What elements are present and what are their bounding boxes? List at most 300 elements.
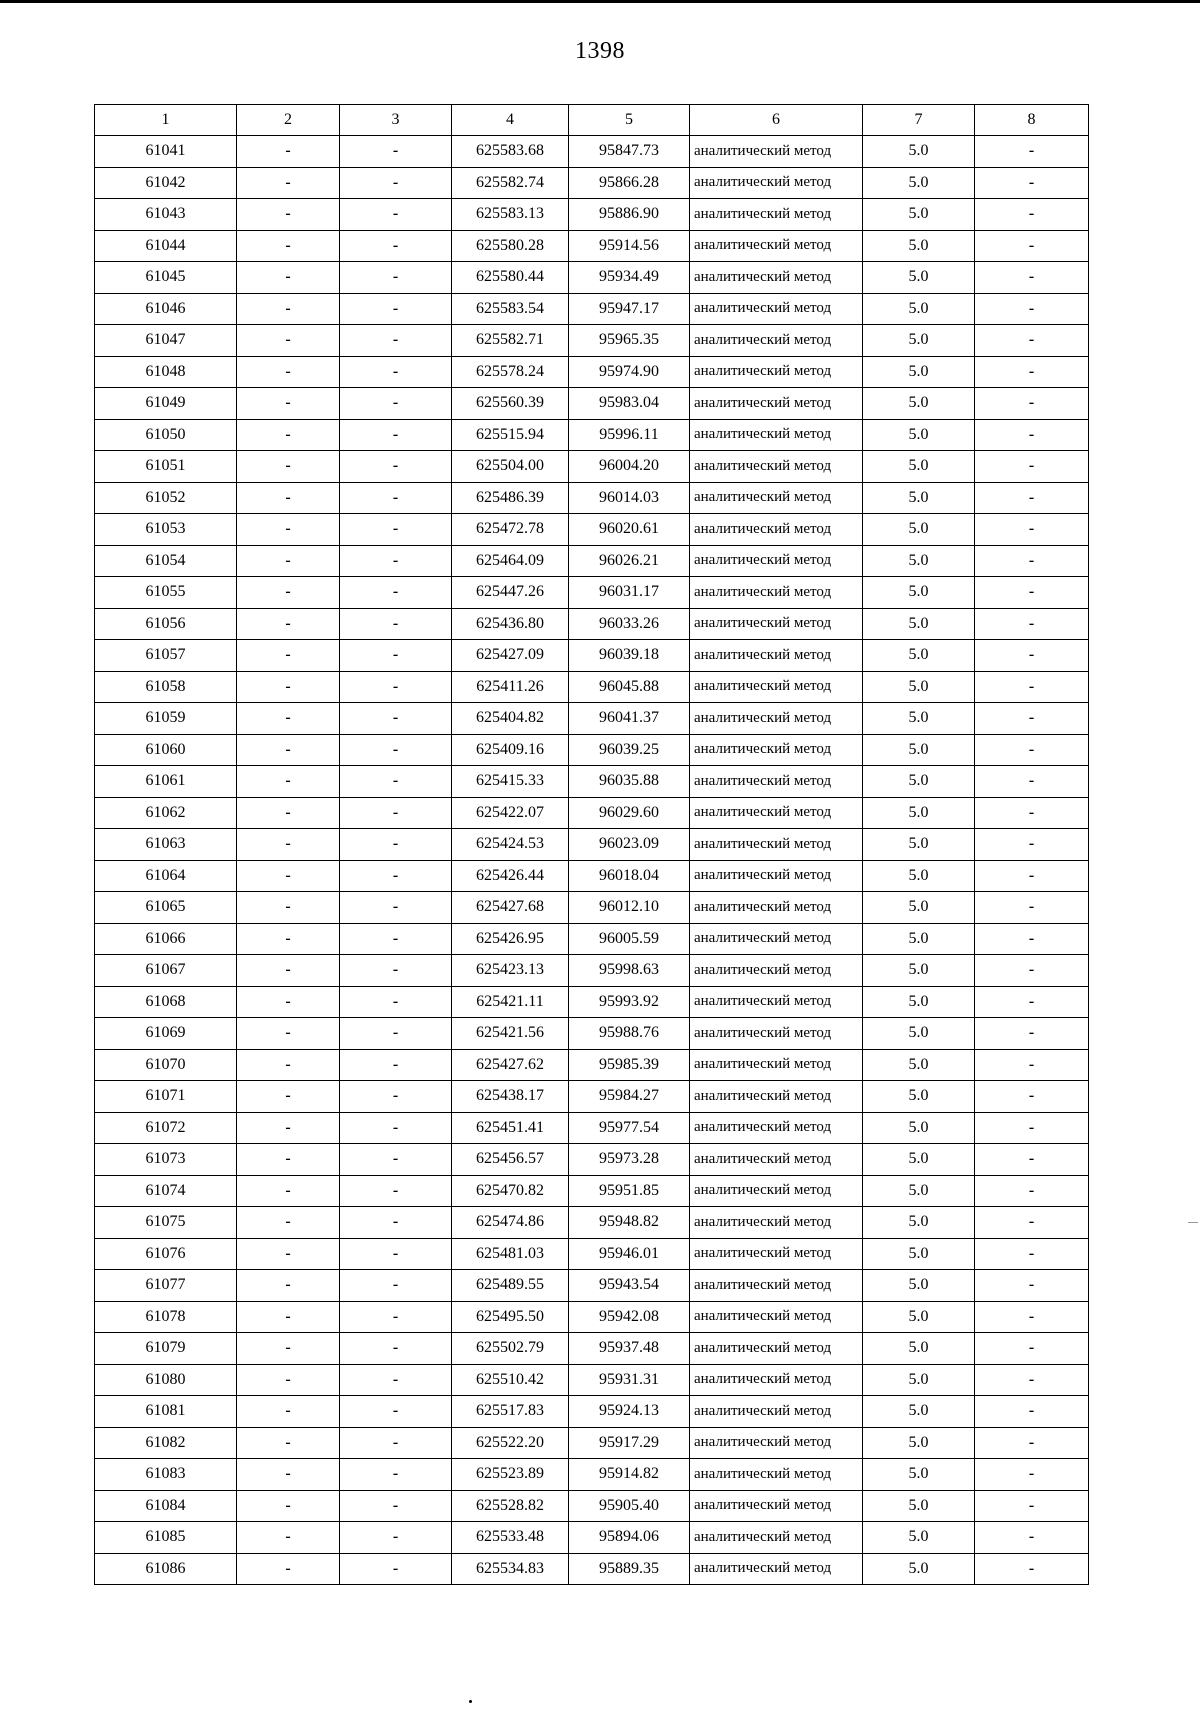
y-coordinate-cell: 96020.61 <box>569 514 690 546</box>
accuracy-cell: 5.0 <box>863 923 975 955</box>
col-2-value-cell: - <box>237 293 340 325</box>
accuracy-cell: 5.0 <box>863 199 975 231</box>
table-row <box>95 356 1089 388</box>
col-2-value-cell: - <box>237 860 340 892</box>
method-cell: аналитический метод <box>690 1522 863 1554</box>
accuracy-cell: 5.0 <box>863 451 975 483</box>
y-coordinate-cell: 95998.63 <box>569 955 690 987</box>
table-row <box>95 1301 1089 1333</box>
y-coordinate-cell: 96026.21 <box>569 545 690 577</box>
table-row <box>95 325 1089 357</box>
col-2-value-cell: - <box>237 671 340 703</box>
table-row <box>95 892 1089 924</box>
method-cell: аналитический метод <box>690 608 863 640</box>
y-coordinate-cell: 96045.88 <box>569 671 690 703</box>
y-coordinate-cell: 95973.28 <box>569 1144 690 1176</box>
x-coordinate-cell: 625528.82 <box>452 1490 569 1522</box>
method-cell: аналитический метод <box>690 1396 863 1428</box>
x-coordinate-cell: 625582.74 <box>452 167 569 199</box>
col-3-value-cell: - <box>340 419 452 451</box>
col-2-value-cell: - <box>237 640 340 672</box>
method-cell: аналитический метод <box>690 1238 863 1270</box>
y-coordinate-cell: 95993.92 <box>569 986 690 1018</box>
table-row <box>95 199 1089 231</box>
table-row <box>95 766 1089 798</box>
y-coordinate-cell: 95889.35 <box>569 1553 690 1585</box>
col-2-value-cell: - <box>237 167 340 199</box>
col-3-value-cell: - <box>340 1144 452 1176</box>
column-header: 5 <box>569 105 690 136</box>
y-coordinate-cell: 95988.76 <box>569 1018 690 1050</box>
x-coordinate-cell: 625447.26 <box>452 577 569 609</box>
point-number-cell: 61042 <box>95 167 237 199</box>
point-number-cell: 61072 <box>95 1112 237 1144</box>
page-number: 1398 <box>575 38 625 64</box>
method-cell: аналитический метод <box>690 797 863 829</box>
col-3-value-cell: - <box>340 1553 452 1585</box>
col-3-value-cell: - <box>340 671 452 703</box>
y-coordinate-cell: 95866.28 <box>569 167 690 199</box>
table-row <box>95 577 1089 609</box>
col-8-value-cell: - <box>975 545 1089 577</box>
col-2-value-cell: - <box>237 797 340 829</box>
point-number-cell: 61065 <box>95 892 237 924</box>
x-coordinate-cell: 625504.00 <box>452 451 569 483</box>
x-coordinate-cell: 625560.39 <box>452 388 569 420</box>
col-2-value-cell: - <box>237 892 340 924</box>
col-2-value-cell: - <box>237 388 340 420</box>
accuracy-cell: 5.0 <box>863 1049 975 1081</box>
point-number-cell: 61079 <box>95 1333 237 1365</box>
accuracy-cell: 5.0 <box>863 860 975 892</box>
method-cell: аналитический метод <box>690 892 863 924</box>
col-2-value-cell: - <box>237 829 340 861</box>
y-coordinate-cell: 95965.35 <box>569 325 690 357</box>
x-coordinate-cell: 625424.53 <box>452 829 569 861</box>
col-3-value-cell: - <box>340 1301 452 1333</box>
x-coordinate-cell: 625472.78 <box>452 514 569 546</box>
col-8-value-cell: - <box>975 482 1089 514</box>
x-coordinate-cell: 625578.24 <box>452 356 569 388</box>
x-coordinate-cell: 625486.39 <box>452 482 569 514</box>
table-row <box>95 1553 1089 1585</box>
y-coordinate-cell: 95914.82 <box>569 1459 690 1491</box>
x-coordinate-cell: 625426.44 <box>452 860 569 892</box>
method-cell: аналитический метод <box>690 356 863 388</box>
x-coordinate-cell: 625404.82 <box>452 703 569 735</box>
point-number-cell: 61043 <box>95 199 237 231</box>
method-cell: аналитический метод <box>690 1553 863 1585</box>
x-coordinate-cell: 625423.13 <box>452 955 569 987</box>
x-coordinate-cell: 625510.42 <box>452 1364 569 1396</box>
col-3-value-cell: - <box>340 703 452 735</box>
table-row <box>95 262 1089 294</box>
method-cell: аналитический метод <box>690 482 863 514</box>
y-coordinate-cell: 95886.90 <box>569 199 690 231</box>
col-2-value-cell: - <box>237 1396 340 1428</box>
table-row <box>95 860 1089 892</box>
col-8-value-cell: - <box>975 1081 1089 1113</box>
method-cell: аналитический метод <box>690 1112 863 1144</box>
point-number-cell: 61056 <box>95 608 237 640</box>
column-header: 3 <box>340 105 452 136</box>
col-3-value-cell: - <box>340 230 452 262</box>
col-3-value-cell: - <box>340 577 452 609</box>
accuracy-cell: 5.0 <box>863 545 975 577</box>
y-coordinate-cell: 95905.40 <box>569 1490 690 1522</box>
method-cell: аналитический метод <box>690 1207 863 1239</box>
col-3-value-cell: - <box>340 1207 452 1239</box>
y-coordinate-cell: 95942.08 <box>569 1301 690 1333</box>
table-row <box>95 1049 1089 1081</box>
table-row <box>95 608 1089 640</box>
col-3-value-cell: - <box>340 293 452 325</box>
col-8-value-cell: - <box>975 419 1089 451</box>
accuracy-cell: 5.0 <box>863 325 975 357</box>
y-coordinate-cell: 95847.73 <box>569 136 690 168</box>
accuracy-cell: 5.0 <box>863 419 975 451</box>
col-2-value-cell: - <box>237 1018 340 1050</box>
method-cell: аналитический метод <box>690 199 863 231</box>
col-8-value-cell: - <box>975 1553 1089 1585</box>
table-row <box>95 1238 1089 1270</box>
point-number-cell: 61047 <box>95 325 237 357</box>
method-cell: аналитический метод <box>690 230 863 262</box>
col-3-value-cell: - <box>340 1175 452 1207</box>
col-3-value-cell: - <box>340 1270 452 1302</box>
method-cell: аналитический метод <box>690 1175 863 1207</box>
point-number-cell: 61081 <box>95 1396 237 1428</box>
table-row <box>95 1459 1089 1491</box>
point-number-cell: 61051 <box>95 451 237 483</box>
point-number-cell: 61086 <box>95 1553 237 1585</box>
col-8-value-cell: - <box>975 1490 1089 1522</box>
y-coordinate-cell: 96039.18 <box>569 640 690 672</box>
column-header: 2 <box>237 105 340 136</box>
point-number-cell: 61076 <box>95 1238 237 1270</box>
point-number-cell: 61075 <box>95 1207 237 1239</box>
table-row <box>95 703 1089 735</box>
col-8-value-cell: - <box>975 1522 1089 1554</box>
col-8-value-cell: - <box>975 1144 1089 1176</box>
col-8-value-cell: - <box>975 388 1089 420</box>
col-8-value-cell: - <box>975 1459 1089 1491</box>
scan-speck <box>469 1700 472 1703</box>
table-row <box>95 671 1089 703</box>
table-row <box>95 230 1089 262</box>
accuracy-cell: 5.0 <box>863 1301 975 1333</box>
table-row <box>95 545 1089 577</box>
col-2-value-cell: - <box>237 1081 340 1113</box>
col-8-value-cell: - <box>975 199 1089 231</box>
point-number-cell: 61058 <box>95 671 237 703</box>
accuracy-cell: 5.0 <box>863 1112 975 1144</box>
method-cell: аналитический метод <box>690 1270 863 1302</box>
table-row <box>95 419 1089 451</box>
col-3-value-cell: - <box>340 1081 452 1113</box>
col-2-value-cell: - <box>237 545 340 577</box>
point-number-cell: 61078 <box>95 1301 237 1333</box>
y-coordinate-cell: 96023.09 <box>569 829 690 861</box>
point-number-cell: 61057 <box>95 640 237 672</box>
method-cell: аналитический метод <box>690 1301 863 1333</box>
accuracy-cell: 5.0 <box>863 671 975 703</box>
x-coordinate-cell: 625470.82 <box>452 1175 569 1207</box>
col-3-value-cell: - <box>340 923 452 955</box>
col-3-value-cell: - <box>340 797 452 829</box>
method-cell: аналитический метод <box>690 671 863 703</box>
x-coordinate-cell: 625427.09 <box>452 640 569 672</box>
col-2-value-cell: - <box>237 230 340 262</box>
table-row <box>95 1144 1089 1176</box>
col-3-value-cell: - <box>340 766 452 798</box>
method-cell: аналитический метод <box>690 955 863 987</box>
y-coordinate-cell: 95894.06 <box>569 1522 690 1554</box>
col-2-value-cell: - <box>237 608 340 640</box>
y-coordinate-cell: 95931.31 <box>569 1364 690 1396</box>
accuracy-cell: 5.0 <box>863 136 975 168</box>
method-cell: аналитический метод <box>690 703 863 735</box>
col-3-value-cell: - <box>340 545 452 577</box>
col-2-value-cell: - <box>237 1112 340 1144</box>
col-3-value-cell: - <box>340 1364 452 1396</box>
accuracy-cell: 5.0 <box>863 293 975 325</box>
y-coordinate-cell: 95937.48 <box>569 1333 690 1365</box>
method-cell: аналитический метод <box>690 325 863 357</box>
x-coordinate-cell: 625427.62 <box>452 1049 569 1081</box>
col-8-value-cell: - <box>975 1301 1089 1333</box>
table-row <box>95 640 1089 672</box>
col-3-value-cell: - <box>340 388 452 420</box>
col-3-value-cell: - <box>340 167 452 199</box>
point-number-cell: 61077 <box>95 1270 237 1302</box>
col-8-value-cell: - <box>975 356 1089 388</box>
point-number-cell: 61068 <box>95 986 237 1018</box>
table-row <box>95 1396 1089 1428</box>
accuracy-cell: 5.0 <box>863 1238 975 1270</box>
col-8-value-cell: - <box>975 640 1089 672</box>
y-coordinate-cell: 96035.88 <box>569 766 690 798</box>
col-2-value-cell: - <box>237 1553 340 1585</box>
y-coordinate-cell: 96004.20 <box>569 451 690 483</box>
table-row <box>95 1175 1089 1207</box>
method-cell: аналитический метод <box>690 766 863 798</box>
method-cell: аналитический метод <box>690 640 863 672</box>
y-coordinate-cell: 96018.04 <box>569 860 690 892</box>
y-coordinate-cell: 96012.10 <box>569 892 690 924</box>
col-8-value-cell: - <box>975 293 1089 325</box>
col-3-value-cell: - <box>340 1459 452 1491</box>
col-8-value-cell: - <box>975 1427 1089 1459</box>
column-header: 6 <box>690 105 863 136</box>
accuracy-cell: 5.0 <box>863 797 975 829</box>
table-row <box>95 986 1089 1018</box>
x-coordinate-cell: 625583.13 <box>452 199 569 231</box>
x-coordinate-cell: 625502.79 <box>452 1333 569 1365</box>
col-8-value-cell: - <box>975 1364 1089 1396</box>
col-2-value-cell: - <box>237 514 340 546</box>
col-8-value-cell: - <box>975 451 1089 483</box>
accuracy-cell: 5.0 <box>863 262 975 294</box>
col-2-value-cell: - <box>237 1175 340 1207</box>
accuracy-cell: 5.0 <box>863 1018 975 1050</box>
col-3-value-cell: - <box>340 892 452 924</box>
col-8-value-cell: - <box>975 1175 1089 1207</box>
point-number-cell: 61064 <box>95 860 237 892</box>
table-row <box>95 451 1089 483</box>
method-cell: аналитический метод <box>690 545 863 577</box>
table-row <box>95 923 1089 955</box>
col-8-value-cell: - <box>975 136 1089 168</box>
method-cell: аналитический метод <box>690 293 863 325</box>
x-coordinate-cell: 625456.57 <box>452 1144 569 1176</box>
y-coordinate-cell: 95943.54 <box>569 1270 690 1302</box>
point-number-cell: 61082 <box>95 1427 237 1459</box>
table-row <box>95 482 1089 514</box>
method-cell: аналитический метод <box>690 1333 863 1365</box>
accuracy-cell: 5.0 <box>863 734 975 766</box>
col-2-value-cell: - <box>237 1490 340 1522</box>
col-2-value-cell: - <box>237 1333 340 1365</box>
coordinates-table <box>94 104 1089 1585</box>
col-3-value-cell: - <box>340 640 452 672</box>
col-3-value-cell: - <box>340 482 452 514</box>
accuracy-cell: 5.0 <box>863 1333 975 1365</box>
accuracy-cell: 5.0 <box>863 1207 975 1239</box>
table-row <box>95 1333 1089 1365</box>
accuracy-cell: 5.0 <box>863 1459 975 1491</box>
method-cell: аналитический метод <box>690 1490 863 1522</box>
y-coordinate-cell: 95985.39 <box>569 1049 690 1081</box>
col-2-value-cell: - <box>237 1270 340 1302</box>
col-3-value-cell: - <box>340 262 452 294</box>
point-number-cell: 61066 <box>95 923 237 955</box>
col-2-value-cell: - <box>237 451 340 483</box>
table-row <box>95 829 1089 861</box>
col-8-value-cell: - <box>975 734 1089 766</box>
table-row <box>95 293 1089 325</box>
point-number-cell: 61059 <box>95 703 237 735</box>
table-row <box>95 1081 1089 1113</box>
col-3-value-cell: - <box>340 829 452 861</box>
accuracy-cell: 5.0 <box>863 514 975 546</box>
method-cell: аналитический метод <box>690 1427 863 1459</box>
col-3-value-cell: - <box>340 451 452 483</box>
point-number-cell: 61062 <box>95 797 237 829</box>
y-coordinate-cell: 96005.59 <box>569 923 690 955</box>
x-coordinate-cell: 625415.33 <box>452 766 569 798</box>
table-header-row <box>95 105 1089 136</box>
col-3-value-cell: - <box>340 1018 452 1050</box>
col-8-value-cell: - <box>975 577 1089 609</box>
col-3-value-cell: - <box>340 1049 452 1081</box>
table-row <box>95 1522 1089 1554</box>
method-cell: аналитический метод <box>690 734 863 766</box>
col-2-value-cell: - <box>237 986 340 1018</box>
method-cell: аналитический метод <box>690 860 863 892</box>
x-coordinate-cell: 625426.95 <box>452 923 569 955</box>
col-2-value-cell: - <box>237 199 340 231</box>
method-cell: аналитический метод <box>690 1081 863 1113</box>
x-coordinate-cell: 625427.68 <box>452 892 569 924</box>
method-cell: аналитический метод <box>690 167 863 199</box>
table-body <box>95 136 1089 1585</box>
col-3-value-cell: - <box>340 1522 452 1554</box>
col-3-value-cell: - <box>340 608 452 640</box>
method-cell: аналитический метод <box>690 1049 863 1081</box>
accuracy-cell: 5.0 <box>863 230 975 262</box>
point-number-cell: 61045 <box>95 262 237 294</box>
col-2-value-cell: - <box>237 1238 340 1270</box>
column-header: 1 <box>95 105 237 136</box>
y-coordinate-cell: 95977.54 <box>569 1112 690 1144</box>
col-8-value-cell: - <box>975 986 1089 1018</box>
x-coordinate-cell: 625481.03 <box>452 1238 569 1270</box>
col-8-value-cell: - <box>975 262 1089 294</box>
point-number-cell: 61067 <box>95 955 237 987</box>
col-2-value-cell: - <box>237 577 340 609</box>
point-number-cell: 61055 <box>95 577 237 609</box>
accuracy-cell: 5.0 <box>863 1553 975 1585</box>
x-coordinate-cell: 625534.83 <box>452 1553 569 1585</box>
x-coordinate-cell: 625582.71 <box>452 325 569 357</box>
x-coordinate-cell: 625438.17 <box>452 1081 569 1113</box>
col-2-value-cell: - <box>237 356 340 388</box>
accuracy-cell: 5.0 <box>863 1175 975 1207</box>
table-row <box>95 1207 1089 1239</box>
col-3-value-cell: - <box>340 356 452 388</box>
col-2-value-cell: - <box>237 766 340 798</box>
accuracy-cell: 5.0 <box>863 608 975 640</box>
y-coordinate-cell: 96031.17 <box>569 577 690 609</box>
col-8-value-cell: - <box>975 608 1089 640</box>
col-8-value-cell: - <box>975 766 1089 798</box>
method-cell: аналитический метод <box>690 136 863 168</box>
col-2-value-cell: - <box>237 1459 340 1491</box>
point-number-cell: 61063 <box>95 829 237 861</box>
method-cell: аналитический метод <box>690 1144 863 1176</box>
y-coordinate-cell: 95948.82 <box>569 1207 690 1239</box>
x-coordinate-cell: 625533.48 <box>452 1522 569 1554</box>
col-2-value-cell: - <box>237 1522 340 1554</box>
accuracy-cell: 5.0 <box>863 1144 975 1176</box>
point-number-cell: 61044 <box>95 230 237 262</box>
x-coordinate-cell: 625474.86 <box>452 1207 569 1239</box>
column-header: 8 <box>975 105 1089 136</box>
col-2-value-cell: - <box>237 419 340 451</box>
table-row <box>95 1270 1089 1302</box>
col-2-value-cell: - <box>237 136 340 168</box>
col-3-value-cell: - <box>340 955 452 987</box>
col-8-value-cell: - <box>975 1270 1089 1302</box>
table-row <box>95 734 1089 766</box>
point-number-cell: 61050 <box>95 419 237 451</box>
y-coordinate-cell: 96014.03 <box>569 482 690 514</box>
col-8-value-cell: - <box>975 1018 1089 1050</box>
col-8-value-cell: - <box>975 1049 1089 1081</box>
accuracy-cell: 5.0 <box>863 388 975 420</box>
y-coordinate-cell: 95914.56 <box>569 230 690 262</box>
accuracy-cell: 5.0 <box>863 1490 975 1522</box>
x-coordinate-cell: 625583.68 <box>452 136 569 168</box>
y-coordinate-cell: 95984.27 <box>569 1081 690 1113</box>
col-3-value-cell: - <box>340 199 452 231</box>
table-row <box>95 1112 1089 1144</box>
col-8-value-cell: - <box>975 230 1089 262</box>
y-coordinate-cell: 95947.17 <box>569 293 690 325</box>
table-row <box>95 514 1089 546</box>
page-top-border <box>0 0 1200 3</box>
